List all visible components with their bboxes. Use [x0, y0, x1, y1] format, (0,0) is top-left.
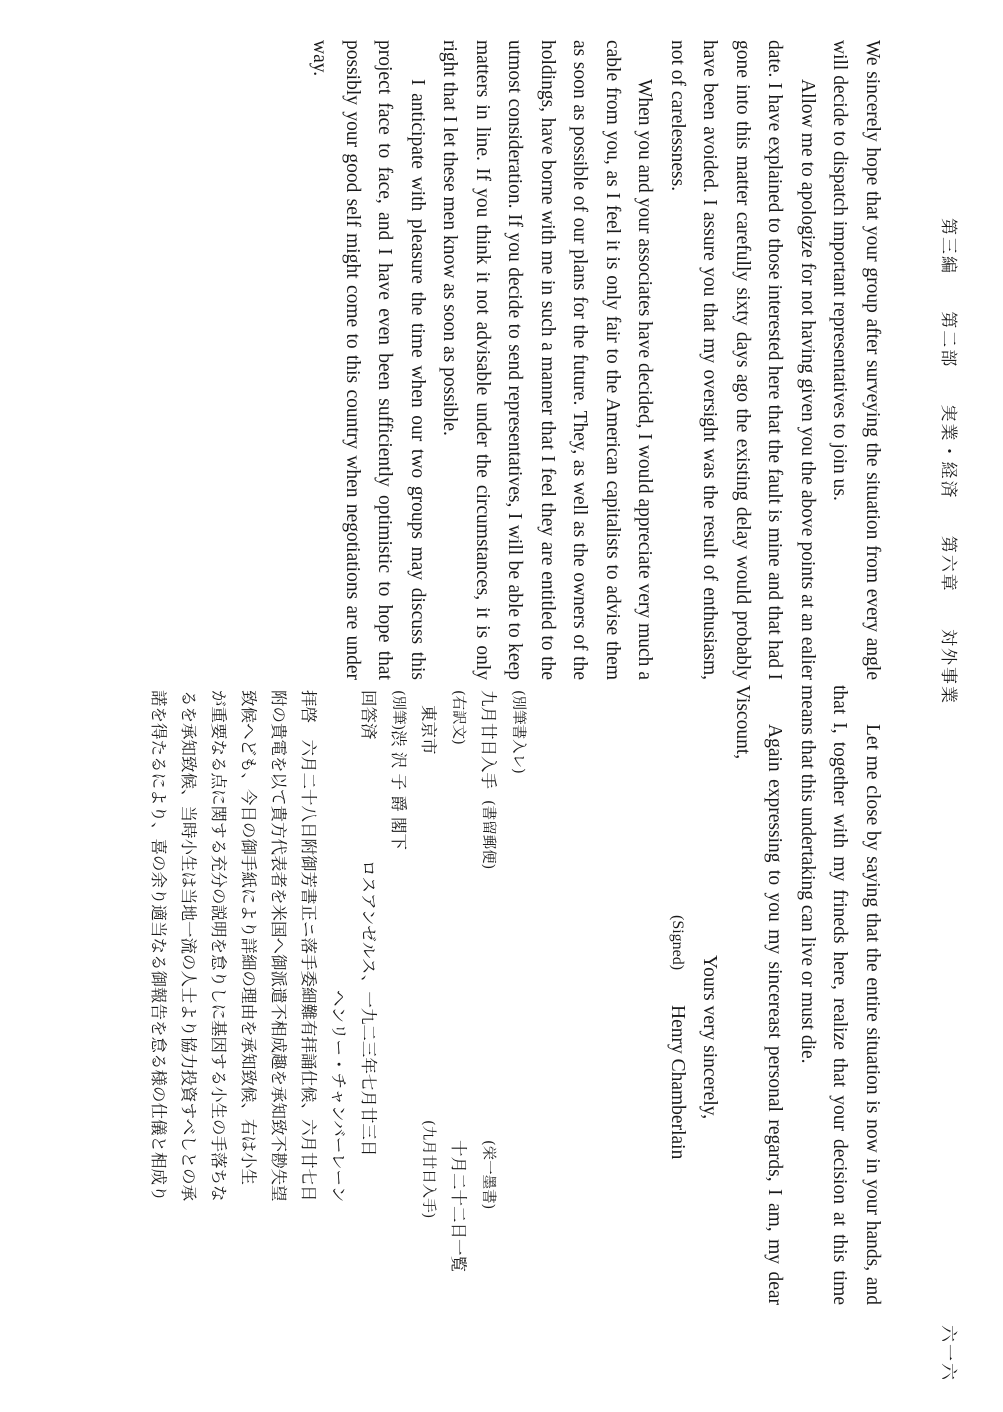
- insert-note: (別筆書入レ): [510, 690, 526, 774]
- body-line: 附の貴電を以て貴方代表者を米国へ御派遣不相成趣を承知致不尠失望: [269, 690, 288, 1202]
- running-header: [923, 0, 963, 1412]
- letter-paragraph: We sincerely hope that your group after surveying the situation from every angle will decide to dispatch important representatives to join us.: [829, 40, 883, 680]
- signer-name: Henry Chamberlain: [667, 1005, 688, 1160]
- closing-row: [693, 685, 726, 1305]
- reply-status-row: [353, 690, 383, 1310]
- letter-paragraph: When you and your associates have decided, I would appreciate very much a cable from you, as I feel it is only fair to the American capitalists to advise them as soon as possible of our plans for the future. They, as well as the owners of the holdings, have borne with me in such a manner that I feel they are entitled to the utmost consideration. If you decide to send representatives, I will be able to keep matters in line. If you think it not advisable under the circumstances, it is only right that I let these men know as soon as possible.: [439, 40, 656, 680]
- city: 東京市: [419, 705, 438, 755]
- reply-status: 回答済: [359, 690, 378, 740]
- signed-label: (Signed): [669, 915, 686, 971]
- closing-salutation: Yours very sincerely,: [699, 955, 721, 1120]
- registered-mail-note: (書留郵便): [480, 800, 496, 870]
- received-row: [473, 690, 503, 1310]
- letter-paragraph: I anticipate with pleasure the time when our two groups may discuss this project face to face, and I have even been sufficiently optimistic to hope that possibly your good self might come to this country when negotiations are under way.: [309, 40, 428, 680]
- reply-note: (別筆): [390, 690, 406, 731]
- received-note: 九月廿日入手: [479, 690, 498, 789]
- signature-row: [661, 685, 694, 1305]
- recipient-row: [383, 690, 413, 1310]
- letter-paragraph: Let me close by saying that the entire situation is now in your hands, and that I, together with my frineds here, realize that your decision at this time means that this undertaking can live or must die.: [797, 685, 883, 1305]
- english-letter-column-2: [661, 685, 889, 1305]
- sender: ヘンリー・チャンバーレーン: [329, 990, 348, 1203]
- header-field: 実業・経済: [939, 404, 958, 500]
- translation-label: (右訳文): [450, 690, 466, 745]
- header-breadcrumb: [938, 218, 963, 735]
- body-line: 諾を得たるにより、喜の余り適当なる御報告を怠る様の仕儀と相成り: [149, 690, 168, 1202]
- body-line: るを承知致候、当時小生は当地一流の人士より協力投資すべしとの承: [179, 690, 198, 1202]
- header-chapter-title: 対外事業: [939, 629, 958, 705]
- recipient: 渋 沢 子 爵 閣下: [389, 730, 408, 850]
- page-number: 六一六: [939, 1325, 958, 1382]
- body-line: 拝啓 六月二十八日附御芳書正ニ落手委細難有拝誦仕候、六月廿七日: [299, 690, 318, 1202]
- place-date: ロスアンゼルス、一九二三年七月廿三日: [359, 860, 378, 1157]
- japanese-translation-block: [143, 690, 533, 1310]
- body-line: 致候へども、今日の御手紙により詳細の理由を承知致候、右は小生: [239, 690, 258, 1185]
- received-paren-note: (九月廿日入手): [420, 1120, 436, 1219]
- viewed-note: 十月二十二日一覧: [449, 1140, 468, 1272]
- note-row: [503, 690, 533, 1310]
- city-row: [413, 690, 443, 1310]
- letter-paragraph: Again expressing to you my sincereast personal regards, I am, my dear Viscount,: [732, 685, 786, 1305]
- header-section: 第二部: [939, 311, 958, 369]
- english-letter-column-1: [303, 40, 888, 680]
- translation-label-row: [443, 690, 473, 1310]
- letter-paragraph: Allow me to apologize for not having given you the above points at an ealier date. I have explained to those interested here that the fault is mine and that had I gone into this matter carefully sixty days ago the existing delay would probably have been avoided. I assure you that my oversight was the result of enthusiasm, not of carelessness.: [667, 40, 818, 680]
- body-line: が重要なる点に関する充分の説明を怠りしに基因する小生の手落ちな: [209, 690, 228, 1202]
- header-chapter: 第六章: [939, 535, 958, 593]
- sender-row: [323, 690, 353, 1310]
- header-part: 第三編: [939, 218, 958, 275]
- eiichi-note: (栄一墨書): [480, 1140, 496, 1210]
